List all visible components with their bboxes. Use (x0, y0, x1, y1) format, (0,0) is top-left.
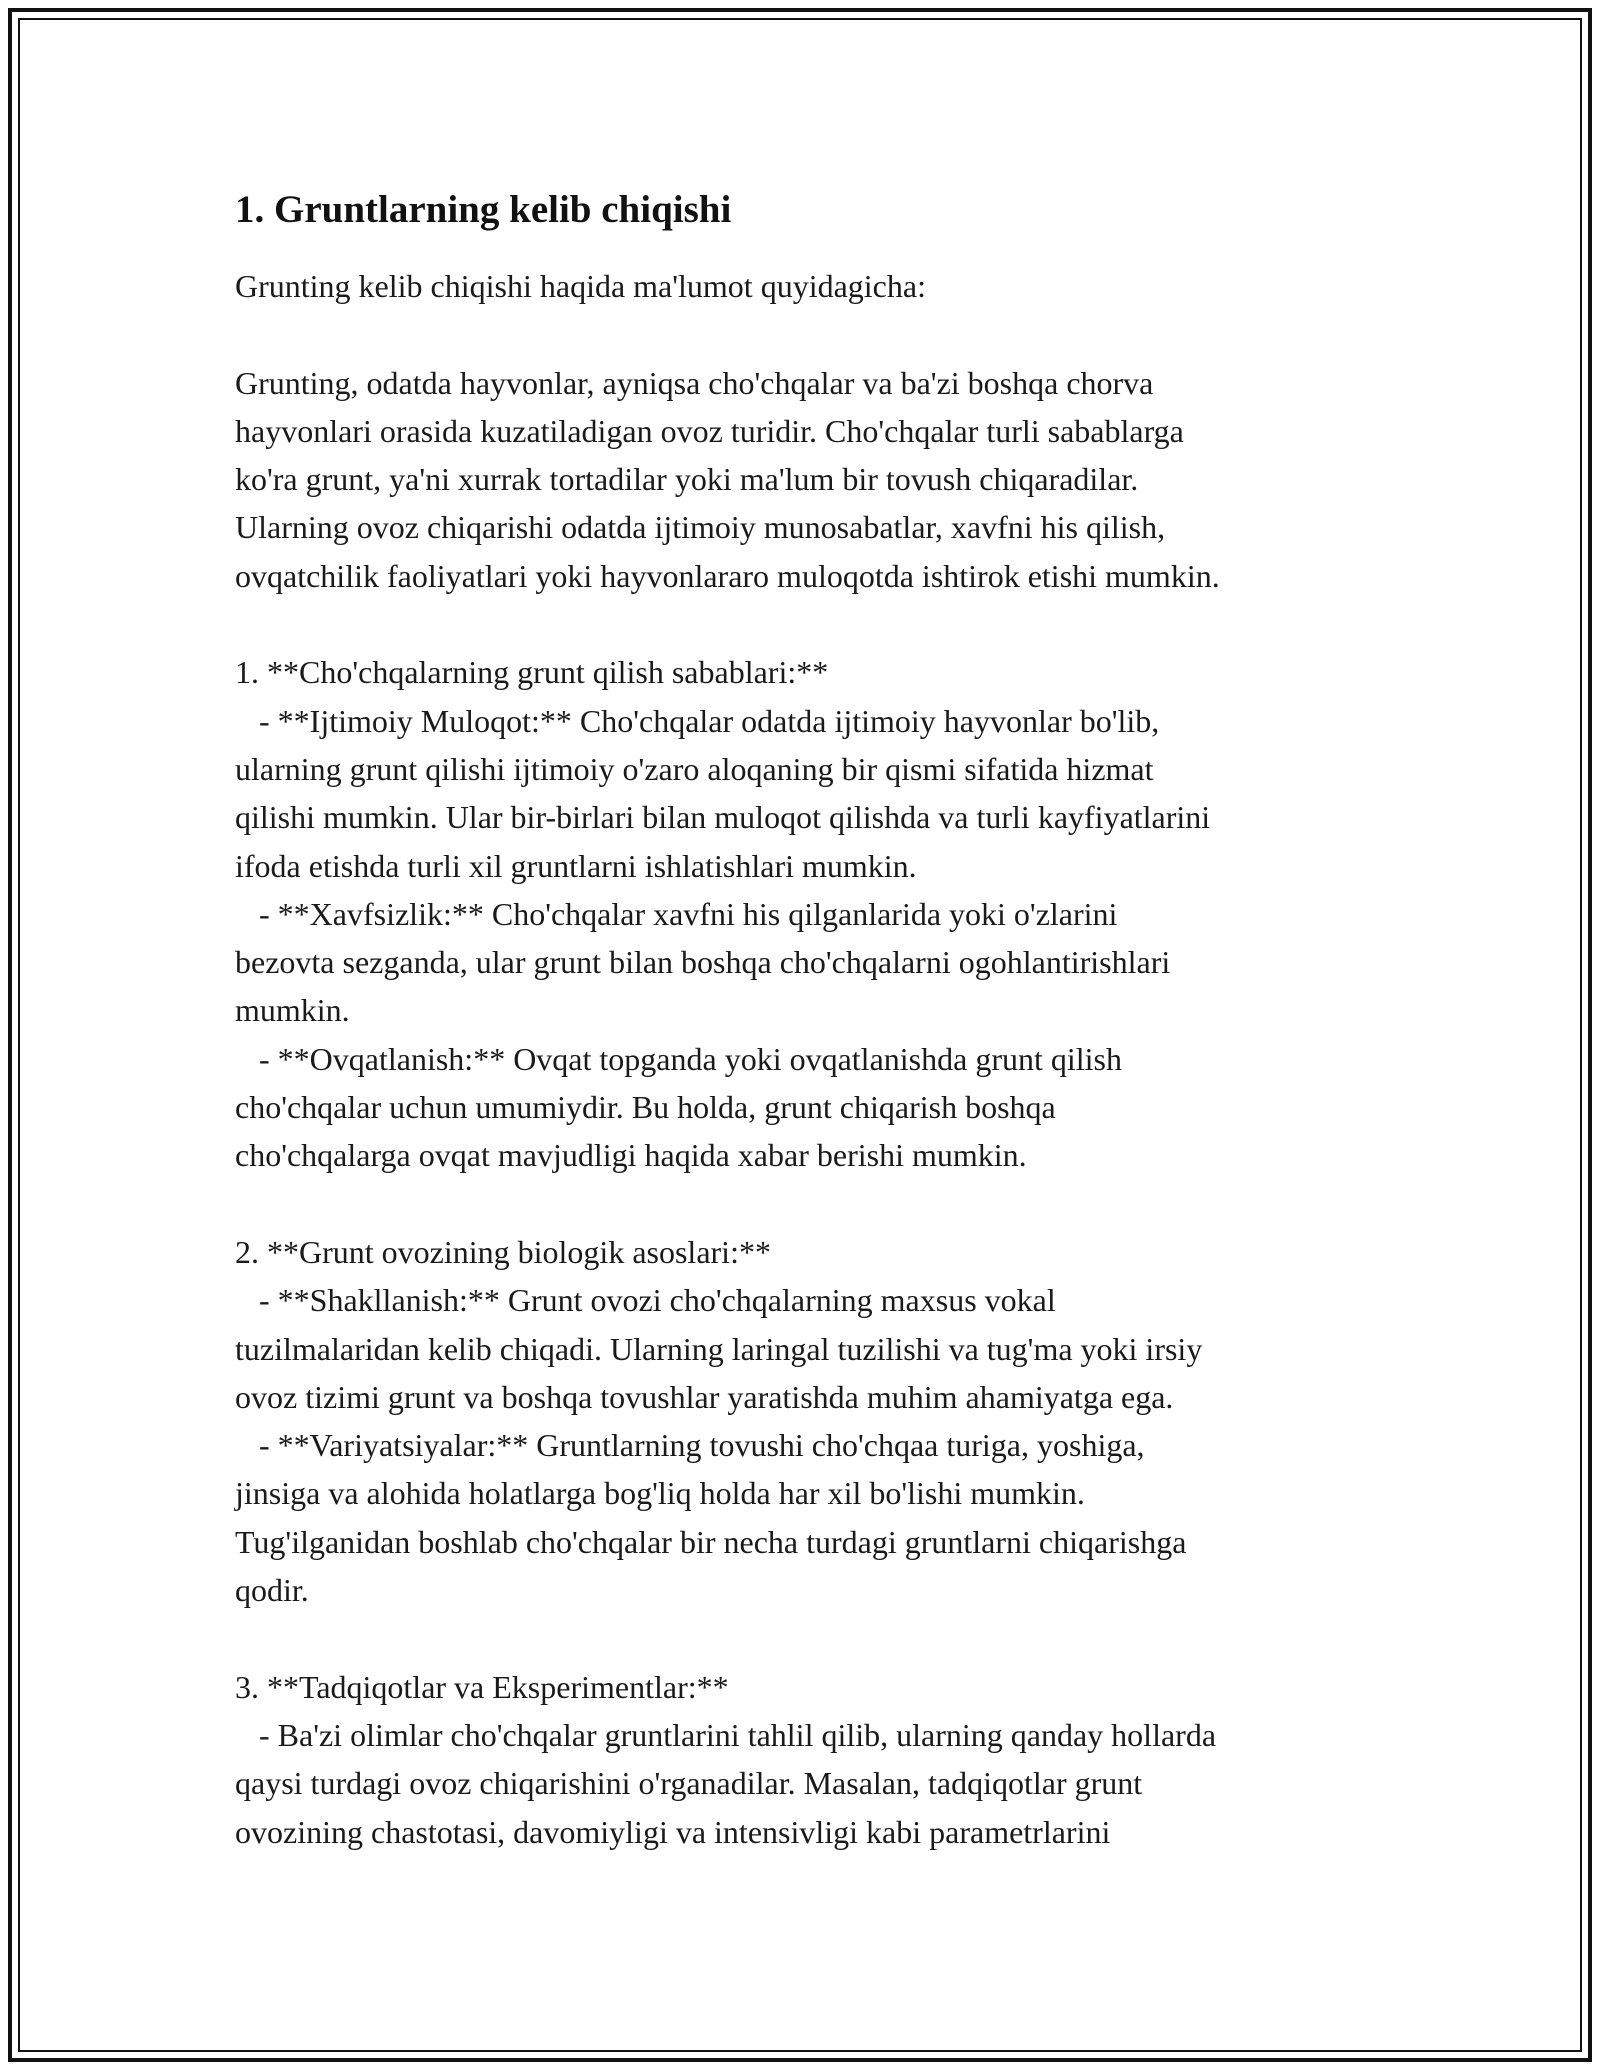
document-title: 1. Gruntlarning kelib chiqishi (235, 188, 732, 231)
document-content (235, 186, 1385, 1856)
document-body: Grunting kelib chiqishi haqida ma'lumot quyidagicha: Grunting, odatda hayvonlar, ayniqsa cho'chqalar va ba'zi boshqa chorva hayvonlari orasida kuzatiladigan ovoz turidir. Cho'chqalar turli sabablarga ko'ra grunt, ya'ni xurrak tortadilar yoki ma'lum bir tovush chiqaradilar. Ularning ovoz chiqarishi odatda ijtimoiy munosabatlar, xavfni his qilish, ovqatchilik faoliyatlari yoki hayvonlararo muloqotda ishtirok etishi mumkin. 1. **Cho'chqalarning grunt qilish sabablari:** - **Ijtimoiy Muloqot:** Cho'chqalar odatda ijtimoiy hayvonlar bo'lib, ularning grunt qilishi ijtimoiy o'zaro aloqaning bir qismi sifatida hizmat qilishi mumkin. Ular bir-birlari bilan muloqot qilishda va turli kayfiyatlarini ifoda etishda turli xil gruntlarni ishlatishlari mumkin. - **Xavfsizlik:** Cho'chqalar xavfni his qilganlarida yoki o'zlarini bezovta sezganda, ular grunt bilan boshqa cho'chqalarni ogohlantirishlari mumkin. - **Ovqatlanish:** Ovqat topganda yoki ovqatlanishda grunt qilish cho'chqalar uchun umumiydir. Bu holda, grunt chiqarish boshqa cho'chqalarga ovqat mavjudligi haqida xabar berishi mumkin. 2. **Grunt ovozining biologik asoslari:** - **Shakllanish:** Grunt ovozi cho'chqalarning maxsus vokal tuzilmalaridan kelib chiqadi. Ularning laringal tuzilishi va tug'ma yoki irsiy ovoz tizimi grunt va boshqa tovushlar yaratishda muhim ahamiyatga ega. - **Variyatsiyalar:** Gruntlarning tovushi cho'chqaa turiga, yoshiga, jinsiga va alohida holatlarga bog'liq holda har xil bo'lishi mumkin. Tug'ilganidan boshlab cho'chqalar bir necha turdagi gruntlarni chiqarishga qodir. 3. **Tadqiqotlar va Eksperimentlar:** - Ba'zi olimlar cho'chqalar gruntlarini tahlil qilib, ularning qanday hollarda qaysi turdagi ovoz chiqarishini o'rganadilar. Masalan, tadqiqotlar grunt ovozining chastotasi, davomiyligi va intensivligi kabi parametrlarini (235, 268, 1220, 1850)
